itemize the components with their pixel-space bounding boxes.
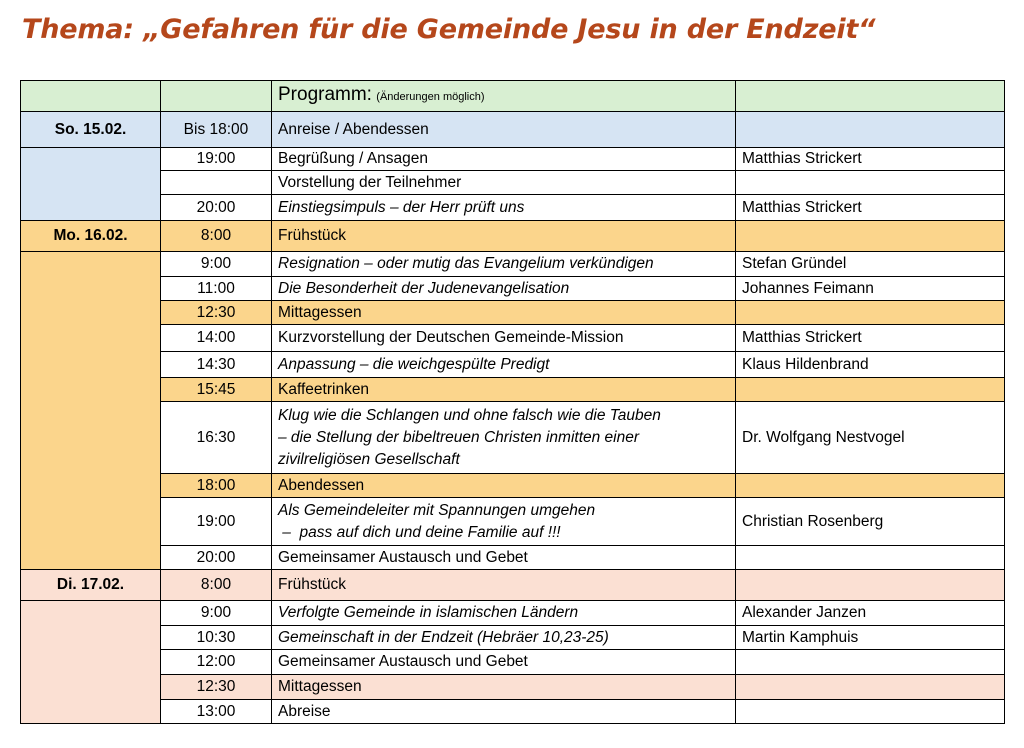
- time-cell: 9:00: [161, 601, 272, 626]
- program-cell: [272, 498, 736, 546]
- speaker-cell: Dr. Wolfgang Nestvogel: [736, 402, 1005, 474]
- time-cell: Bis 18:00: [161, 112, 272, 148]
- program-cell: Einstiegsimpuls – der Herr prüft uns: [272, 195, 736, 221]
- table-row: [21, 301, 1005, 325]
- program-line: Klug wie die Schlangen und ohne falsch wie die Tauben: [278, 406, 661, 424]
- table-row: [21, 402, 1005, 474]
- table-row: [21, 650, 1005, 675]
- time-cell: 14:00: [161, 325, 272, 352]
- speaker-cell: Martin Kamphuis: [736, 626, 1005, 650]
- speaker-cell: [736, 700, 1005, 724]
- schedule-table: [20, 80, 1005, 724]
- table-header-row: [21, 81, 1005, 112]
- time-cell: 15:45: [161, 378, 272, 402]
- speaker-cell: [736, 675, 1005, 700]
- time-cell: 19:00: [161, 498, 272, 546]
- program-cell: Gemeinsamer Austausch und Gebet: [272, 546, 736, 570]
- time-cell: 10:30: [161, 626, 272, 650]
- program-cell: [272, 402, 736, 474]
- table-row: [21, 626, 1005, 650]
- program-line: zivilreligiösen Gesellschaft: [278, 450, 460, 468]
- table-row: [21, 277, 1005, 301]
- table-row: [21, 148, 1005, 171]
- table-row: [21, 221, 1005, 252]
- time-cell: 18:00: [161, 474, 272, 498]
- table-row: [21, 498, 1005, 546]
- speaker-cell: Matthias Strickert: [736, 148, 1005, 171]
- header-cell-day: [21, 81, 161, 112]
- program-cell: Abendessen: [272, 474, 736, 498]
- time-cell: 8:00: [161, 570, 272, 601]
- program-cell: Mittagessen: [272, 675, 736, 700]
- day-label: Di. 17.02.: [21, 570, 161, 601]
- speaker-cell: Klaus Hildenbrand: [736, 352, 1005, 378]
- time-cell: 8:00: [161, 221, 272, 252]
- table-row: [21, 700, 1005, 724]
- page-title: Thema: „Gefahren für die Gemeinde Jesu in der Endzeit“: [22, 14, 876, 45]
- time-cell: 14:30: [161, 352, 272, 378]
- day-block: [21, 252, 161, 570]
- program-cell: Kurzvorstellung der Deutschen Gemeinde-Mission: [272, 325, 736, 352]
- time-cell: 12:30: [161, 675, 272, 700]
- speaker-cell: [736, 474, 1005, 498]
- speaker-cell: [736, 650, 1005, 675]
- speaker-cell: [736, 570, 1005, 601]
- program-cell: Gemeinsamer Austausch und Gebet: [272, 650, 736, 675]
- program-cell: Die Besonderheit der Judenevangelisation: [272, 277, 736, 301]
- time-cell: 12:30: [161, 301, 272, 325]
- program-header-note: (Änderungen möglich): [376, 91, 485, 103]
- program-cell: Frühstück: [272, 221, 736, 252]
- time-cell: 13:00: [161, 700, 272, 724]
- speaker-cell: [736, 171, 1005, 195]
- program-cell: Begrüßung / Ansagen: [272, 148, 736, 171]
- day-label: So. 15.02.: [21, 112, 161, 148]
- table-row: [21, 675, 1005, 700]
- time-cell: 16:30: [161, 402, 272, 474]
- table-row: [21, 570, 1005, 601]
- time-cell: 20:00: [161, 546, 272, 570]
- table-row: [21, 171, 1005, 195]
- speaker-cell: [736, 221, 1005, 252]
- speaker-cell: Matthias Strickert: [736, 325, 1005, 352]
- speaker-cell: Alexander Janzen: [736, 601, 1005, 626]
- speaker-cell: [736, 301, 1005, 325]
- day-block: [21, 601, 161, 724]
- program-cell: Anpassung – die weichgespülte Predigt: [272, 352, 736, 378]
- day-label: Mo. 16.02.: [21, 221, 161, 252]
- header-cell-program: [272, 81, 736, 112]
- speaker-cell: [736, 546, 1005, 570]
- speaker-cell: Johannes Feimann: [736, 277, 1005, 301]
- table-row: [21, 474, 1005, 498]
- header-cell-speaker: [736, 81, 1005, 112]
- program-line: Als Gemeindeleiter mit Spannungen umgehen: [278, 501, 596, 519]
- program-cell: Resignation – oder mutig das Evangelium verkündigen: [272, 252, 736, 277]
- table-row: [21, 112, 1005, 148]
- program-cell: Mittagessen: [272, 301, 736, 325]
- table-row: [21, 325, 1005, 352]
- program-line: – pass auf dich und deine Familie auf !!!: [278, 523, 561, 541]
- program-cell: Vorstellung der Teilnehmer: [272, 171, 736, 195]
- day-block: [21, 148, 161, 221]
- program-cell: Kaffeetrinken: [272, 378, 736, 402]
- program-cell: Gemeinschaft in der Endzeit (Hebräer 10,23-25): [272, 626, 736, 650]
- header-cell-time: [161, 81, 272, 112]
- time-cell: 20:00: [161, 195, 272, 221]
- program-line: – die Stellung der bibeltreuen Christen inmitten einer: [278, 428, 640, 446]
- table-row: [21, 546, 1005, 570]
- time-cell: 19:00: [161, 148, 272, 171]
- program-header-label: Programm:: [278, 84, 372, 105]
- time-cell: 12:00: [161, 650, 272, 675]
- program-cell: Frühstück: [272, 570, 736, 601]
- speaker-cell: Stefan Gründel: [736, 252, 1005, 277]
- program-cell: Abreise: [272, 700, 736, 724]
- time-cell: 9:00: [161, 252, 272, 277]
- speaker-cell: [736, 378, 1005, 402]
- speaker-cell: Matthias Strickert: [736, 195, 1005, 221]
- program-cell: Verfolgte Gemeinde in islamischen Ländern: [272, 601, 736, 626]
- speaker-cell: [736, 112, 1005, 148]
- table-row: [21, 352, 1005, 378]
- table-row: [21, 601, 1005, 626]
- table-row: [21, 195, 1005, 221]
- table-row: [21, 252, 1005, 277]
- time-cell: [161, 171, 272, 195]
- time-cell: 11:00: [161, 277, 272, 301]
- table-row: [21, 378, 1005, 402]
- speaker-cell: Christian Rosenberg: [736, 498, 1005, 546]
- program-cell: Anreise / Abendessen: [272, 112, 736, 148]
